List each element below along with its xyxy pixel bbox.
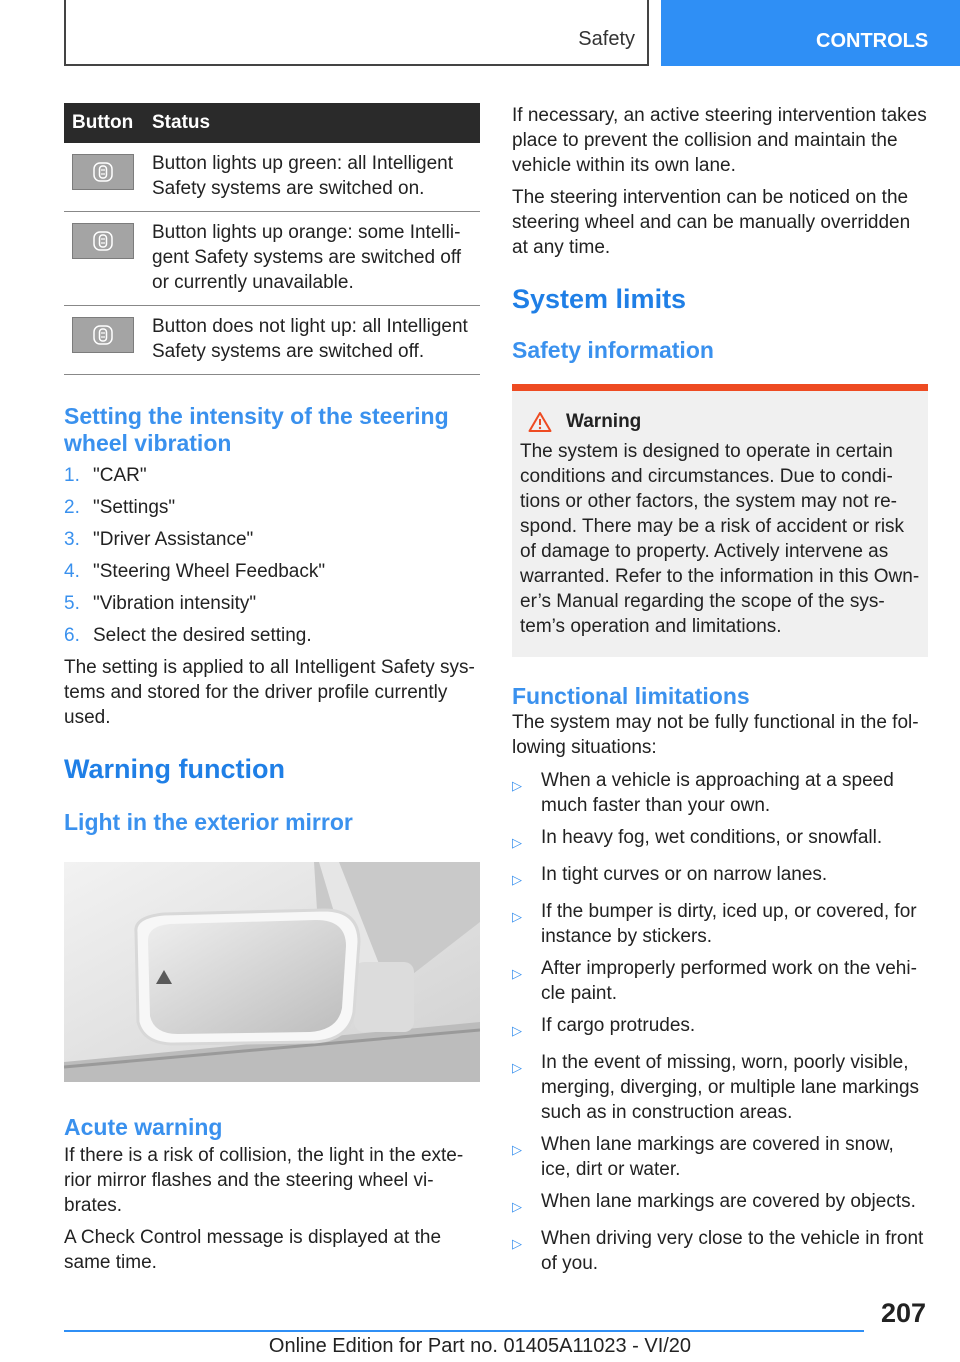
bullet-triangle-icon: ▷: [512, 909, 522, 924]
list-item: ▷ After improperly performed work on the vehi-cle paint.: [512, 958, 917, 1004]
warning-function-heading: Warning function: [64, 754, 285, 784]
list-item: ▷ If the bumper is dirty, iced up, or covered, for instance by stickers.: [512, 901, 917, 947]
list-item: ▷ In heavy fog, wet conditions, or snowfall.: [512, 825, 928, 855]
footer-edition: Online Edition for Part no. 01405A11023 - VI/20: [268, 1335, 692, 1357]
list-item: ▷ In the event of missing, worn, poorly visible, merging, diverging, or multiple lane markings such as in construction areas.: [512, 1052, 920, 1123]
mirror-light-heading: Light in the exterior mirror: [64, 809, 353, 835]
table-cell-status: Button lights up green: all Intelligent Safety systems are switched on.: [144, 143, 480, 212]
table-header-button: Button: [64, 103, 144, 143]
safety-information-heading: Safety information: [512, 337, 714, 363]
table-row: [64, 212, 480, 306]
list-item: ▷ If cargo protrudes.: [512, 1013, 928, 1043]
intervention-text: If necessary, an active steering intervention takes place to prevent the collision and maintain the vehicle within its own lane.: [512, 105, 927, 176]
intelligent-safety-button-icon: [72, 317, 134, 353]
table-row: [64, 306, 480, 375]
chapter-tab[interactable]: CONTROLS: [661, 0, 960, 66]
bullet-triangle-icon: ▷: [512, 1236, 522, 1251]
acute-warning-heading: Acute warning: [64, 1114, 223, 1140]
acute-warning-text: If there is a risk of collision, the light in the exte-rior mirror flashes and the steering wheel vi-brates.: [64, 1145, 464, 1216]
list-item: ▷ When a vehicle is approaching at a speed much faster than your own.: [512, 770, 894, 816]
bullet-triangle-icon: ▷: [512, 1060, 522, 1075]
page-number: 207: [880, 1298, 926, 1328]
intervention-override-text: The steering intervention can be noticed on the steering wheel and can be manually overridden at any time.: [512, 187, 911, 258]
table-cell-status: Button lights up orange: some Intelli-gent Safety systems are switched off or currently unavailable.: [144, 212, 480, 306]
bullet-triangle-icon: ▷: [512, 835, 522, 850]
intensity-steps: [64, 463, 480, 648]
functional-limitations-list: [512, 768, 928, 1276]
list-item: 3. "Driver Assistance": [64, 529, 254, 550]
intensity-note: The setting is applied to all Intelligent Safety sys-tems and stored for the driver profile currently used.: [64, 657, 475, 728]
footer-divider: [64, 1330, 864, 1332]
bullet-triangle-icon: ▷: [512, 1023, 522, 1038]
exterior-mirror-warning-light-image: [64, 862, 480, 1082]
intelligent-safety-button-icon: [72, 154, 134, 190]
warning-box: [512, 384, 928, 657]
right-column: [512, 103, 928, 1283]
intensity-heading: Setting the intensity of the steering wheel vibration: [64, 403, 449, 456]
header-box: [64, 0, 649, 66]
bullet-triangle-icon: ▷: [512, 1199, 522, 1214]
warning-title: Warning: [566, 411, 642, 432]
bullet-triangle-icon: ▷: [512, 872, 522, 887]
system-limits-heading: System limits: [512, 284, 687, 314]
functional-limitations-intro: The system may not be fully functional in the fol-lowing situations:: [512, 712, 919, 758]
list-item: 1. "CAR": [64, 465, 147, 486]
list-item: ▷ When lane markings are covered by objects.: [512, 1189, 928, 1219]
check-control-text: A Check Control message is displayed at the same time.: [64, 1227, 442, 1273]
table-header-status: Status: [144, 103, 480, 143]
bullet-triangle-icon: ▷: [512, 1142, 522, 1157]
bullet-triangle-icon: ▷: [512, 966, 522, 981]
warning-triangle-icon: [528, 411, 552, 433]
list-item: ▷ In tight curves or on narrow lanes.: [512, 862, 928, 892]
list-item: 6. Select the desired setting.: [64, 625, 312, 646]
header-section: Safety: [578, 28, 635, 50]
list-item: ▷ When driving very close to the vehicle in front of you.: [512, 1228, 924, 1274]
warning-text: The system is designed to operate in certain conditions and circumstances. Due to condi-tions or other factors, the system may not re-spond. There may be a risk of accident or risk of damage to property. Actively intervene as warranted. Refer to the information in this Own-er’s Manual regarding the scope of the sys-tem’s operation and limitations.: [520, 441, 920, 637]
bullet-triangle-icon: ▷: [512, 778, 522, 793]
list-item: 5. "Vibration intensity": [64, 593, 257, 614]
intelligent-safety-button-icon: [72, 223, 134, 259]
table-row: [64, 143, 480, 212]
list-item: ▷ When lane markings are covered in snow, ice, dirt or water.: [512, 1134, 894, 1180]
button-status-table: [64, 103, 480, 375]
list-item: 4. "Steering Wheel Feedback": [64, 561, 326, 582]
table-cell-status: Button does not light up: all Intelligent Safety systems are switched off.: [144, 306, 480, 375]
left-column: [64, 103, 480, 1275]
functional-limitations-heading: Functional limitations: [512, 683, 750, 709]
list-item: 2. "Settings": [64, 497, 176, 518]
